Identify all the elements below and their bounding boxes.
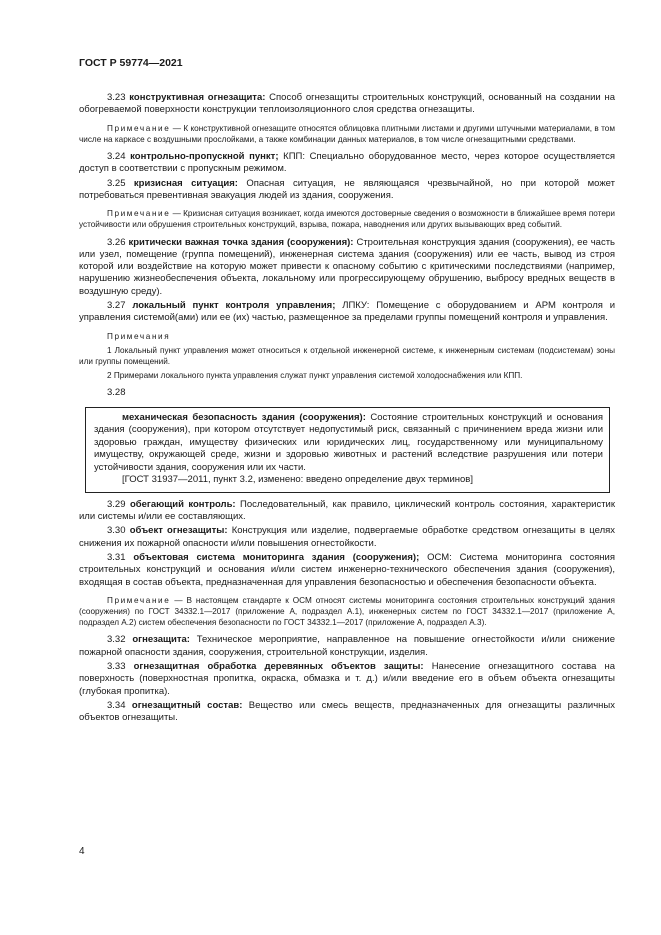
entry-3-28-source-ref: [ГОСТ 31937—2011, пункт 3.2, изменено: введено определение двух терминов] xyxy=(122,474,473,486)
entry-3-25: 3.25 кризисная ситуация: Опасная ситуация, не являющаяся чрезвычайной, но при которой может потребоваться превентивная эвакуация людей из здания, сооружения. xyxy=(79,177,615,201)
entry-3-29: 3.29 обегающий контроль: Последовательный, как правило, циклический контроль состояния, характеристик или системы и/или ее составляющих. xyxy=(79,498,616,523)
note-3-23: Примечание — К конструктивной огнезащите относятся облицовка плитными листами и другими штучными материалами, в том числе на каркасе с воздушными прослойками, а также комбинации данных материалов, в том числе огнезащитными средствами. xyxy=(79,123,615,144)
notes-heading-3-27: Примечания xyxy=(107,331,171,341)
entry-3-32: 3.32 огнезащита: Техническое мероприятие, направленное на повышение огнестойкости и/или снижение пожарной опасности здания, сооружения, строительной конструкции, изделия. xyxy=(79,634,615,658)
entry-3-30: 3.30 объект огнезащиты: Конструкция или изделие, подвергаемые обработке средством огнезащиты в целях снижения их пожарной опасности и/или повышения огнестойкости. xyxy=(79,525,616,549)
entry-3-34: 3.34 огнезащитный состав: Вещество или смесь веществ, предназначенных для огнезащиты различных объектов огнезащиты. xyxy=(79,699,615,724)
entry-3-23: 3.23 конструктивная огнезащита: Способ огнезащиты строительных конструкций, основанный на создании на обогреваемой поверхности конструкции теплоизоляционного слоя средства огнезащиты. xyxy=(79,92,616,116)
note-1-3-27: 1 Локальный пункт управления может относиться к отдельной инженерной системе, к инженерным системам (подсистемам) зоны или группы помещений. xyxy=(79,345,615,367)
entry-3-28-definition: механическая безопасность здания (сооружения): Состояние строительных конструкций и основания здания (сооружения), при котором отсутствует недопустимый риск, связанный с причинением вреда жизни или здоровью граждан, имуществу физических или юридических лиц, государственному или муниципальному имуществу, окружающей среде, жизни и здоровью животных и растений вследствие разрушения или потери устойчивости здания, сооружения или их части. xyxy=(94,411,603,473)
document-body xyxy=(79,92,615,725)
entry-3-24: 3.24 контрольно-пропускной пункт; КПП: Специально оборудованное место, через которое осуществляется доступ в соответствии с пропускным режимом. xyxy=(79,151,615,175)
entry-3-28-number: 3.28 xyxy=(107,387,126,399)
entry-3-28-box xyxy=(85,407,610,493)
entry-3-26: 3.26 критически важная точка здания (сооружения): Строительная конструкция здания (сооружения), ее часть или узел, помещение (группа помещений), инженерная система здания (сооружения) или ее часть, вывод из строя которой или воздействие на которую может привести к опасному событию с критическими последствиями (например, нарушению жизнеобеспечения объекта, локальному или прогрессирующему обрушению, выбросу вредных веществ в воздушную среду). xyxy=(79,236,616,297)
note-2-3-27: 2 Примерами локального пункта управления служат пункт управления системой холодоснабжения или КПП. xyxy=(107,371,523,381)
entry-3-33: 3.33 огнезащитная обработка деревянных объектов защиты: Нанесение огнезащитного состава на поверхность (поверхностная пропитка, окраска, обмазка и т. д.) и/или введение его в объем объекта огнезащиты (глубокая пропитка). xyxy=(79,661,615,697)
document-header: ГОСТ Р 59774—2021 xyxy=(79,57,183,69)
note-3-25: Примечание — Кризисная ситуация возникает, когда имеются достоверные сведения о возможности в ближайшее время потери устойчивости или обрушения строительных конструкций, взрыва, пожара, наводнения или других вызывающих вред событий. xyxy=(79,209,615,230)
entry-3-27: 3.27 локальный пункт контроля управления; ЛПКУ: Помещение с оборудованием и АРМ контроля и управления системой(ами) или ее (их) частью, размещенное за пределами группы помещений контроля и управления. xyxy=(79,300,616,324)
note-3-31: Примечание — В настоящем стандарте к ОСМ относят системы мониторинга состояния строительных конструкций здания (сооружения) по ГОСТ 34332.1—2017 (приложение А, подраздел А.1), инженерных систем по ГОСТ 34332.1—2017 (приложение А, подраздел А.2) систем обеспечения безопасности по ГОСТ 34332.1—2017 (приложение А, подраздел А.3). xyxy=(79,595,615,628)
entry-3-31: 3.31 объектовая система мониторинга здания (сооружения); ОСМ: Система мониторинга состояния строительных конструкций и основания и/или систем инженерно-технического обеспечения здания (сооружения), входящая в состав объекта, предназначенная для управления безопасностью и обеспечения безопасности объекта. xyxy=(79,551,616,588)
page-number: 4 xyxy=(79,846,85,857)
